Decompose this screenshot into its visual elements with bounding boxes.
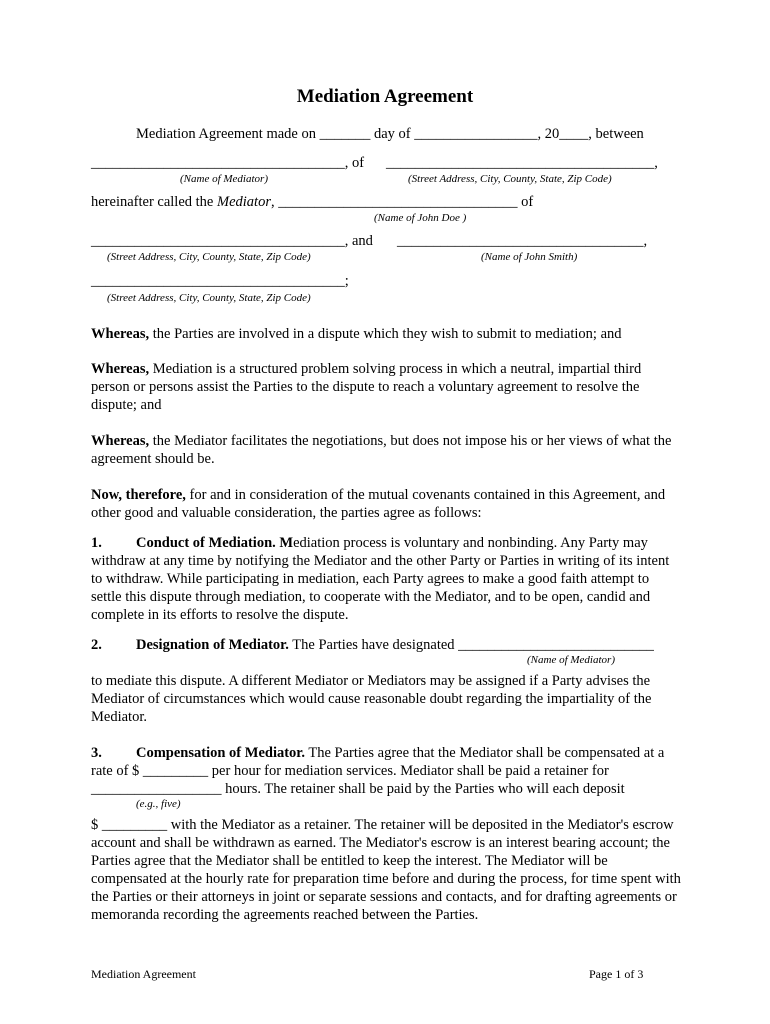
caption-street-address: (Street Address, City, County, State, Zip Code) xyxy=(408,173,612,185)
whereas-paragraph-2 xyxy=(91,360,683,414)
section-2-continuation: to mediate this dispute. A different Mediator or Mediators may be assigned if a Party advises the Mediator of circumstances which would cause reasonable doubt regarding the impartiality of the Mediator. xyxy=(91,673,652,725)
section-text: The Parties agree that the Mediator shall be compensated at a rate of $ _________ per hour for mediation services. Mediator shall be paid a retainer for __________________ hours. The retainer shall be paid by the Parties who will each deposit xyxy=(91,745,665,797)
whereas-lead: Whereas, xyxy=(91,433,150,449)
footer-page-number: Page 1 of 3 xyxy=(589,967,644,981)
section-heading: Compensation of Mediator. xyxy=(136,745,306,761)
caption-name-of-john-doe: (Name of John Doe ) xyxy=(374,212,467,224)
section-number: 3. xyxy=(91,745,102,761)
caption-eg-five: (e.g., five) xyxy=(136,798,181,810)
mediator-term: Mediator xyxy=(217,194,271,210)
john-smith-blank: __________________________________, xyxy=(397,233,648,249)
section-number: 1. xyxy=(91,535,102,551)
therefore-lead: Now, therefore, xyxy=(91,487,186,503)
doe-address-blank: ___________________________________, and xyxy=(91,233,373,249)
footer-document-name: Mediation Agreement xyxy=(91,967,196,981)
whereas-lead: Whereas, xyxy=(91,326,150,342)
mediator-address-blank: _____________________________________, xyxy=(386,155,658,171)
section-text: The Parties have designated ___________________________ xyxy=(288,637,654,653)
mediator-name-blank: ___________________________________, of xyxy=(91,155,365,171)
whereas-paragraph-3 xyxy=(91,432,683,468)
intro-line-1: Mediation Agreement made on _______ day of _________________, 20____, between xyxy=(136,126,644,142)
section-2-designation xyxy=(91,636,683,654)
section-heading: Designation of Mediator. xyxy=(136,637,289,653)
caption-name-of-mediator: (Name of Mediator) xyxy=(180,173,268,185)
section-1-conduct xyxy=(91,534,683,624)
whereas-paragraph-1 xyxy=(91,325,683,343)
caption-street-address: (Street Address, City, County, State, Zip Code) xyxy=(107,292,311,304)
caption-name-of-john-smith: (Name of John Smith) xyxy=(481,251,578,263)
hereinafter-text: hereinafter called the xyxy=(91,194,217,210)
whereas-text: Mediation is a structured problem solving process in which a neutral, impartial third person or persons assist the Parties to the dispute to reach a voluntary agreement to resolve the dispute; and xyxy=(91,361,642,413)
smith-address-blank: ___________________________________; xyxy=(91,273,349,289)
section-text: ediation process is voluntary and nonbinding. Any Party may withdraw at any time by notifying the Mediator and the other Party or Parties in writing of its intent to withdraw. While participating in mediation, each Party agrees to make a good faith attempt to settle this dispute through mediation, to cooperate with the Mediator, and to be open, candid and complete in its efforts to resolve the dispute. xyxy=(91,535,670,623)
caption-street-address: (Street Address, City, County, State, Zip Code) xyxy=(107,251,311,263)
whereas-lead: Whereas, xyxy=(91,361,150,377)
therefore-text: for and in consideration of the mutual covenants contained in this Agreement, and other good and valuable consideration, the parties agree as follows: xyxy=(91,487,666,521)
intro-line-3 xyxy=(91,194,533,211)
section-3-continuation: $ _________ with the Mediator as a retainer. The retainer will be deposited in the Mediator's escrow account and shall be withdrawn as earned. The Mediator's escrow is an interest bearing account; the Parties agree that the Mediator shall be entitled to keep the interest. The Mediator will be compensated at the hourly rate for preparation time before and during the process, for time spent with the Parties or their attorneys in joint or separate sessions and contacts, and for drafting agreements or memoranda recording the agreements reached between the Parties. xyxy=(91,817,681,923)
page-title: Mediation Agreement xyxy=(296,86,474,107)
whereas-text: the Mediator facilitates the negotiations, but does not impose his or her views of what the agreement should be. xyxy=(91,433,672,467)
section-heading: Conduct of Mediation. M xyxy=(136,535,294,551)
caption-name-of-mediator: (Name of Mediator) xyxy=(527,654,615,666)
therefore-paragraph xyxy=(91,486,683,522)
john-doe-blank: , _________________________________ of xyxy=(270,194,534,210)
whereas-text: the Parties are involved in a dispute which they wish to submit to mediation; and xyxy=(149,326,622,342)
section-number: 2. xyxy=(91,637,102,653)
section-3-compensation xyxy=(91,744,683,798)
